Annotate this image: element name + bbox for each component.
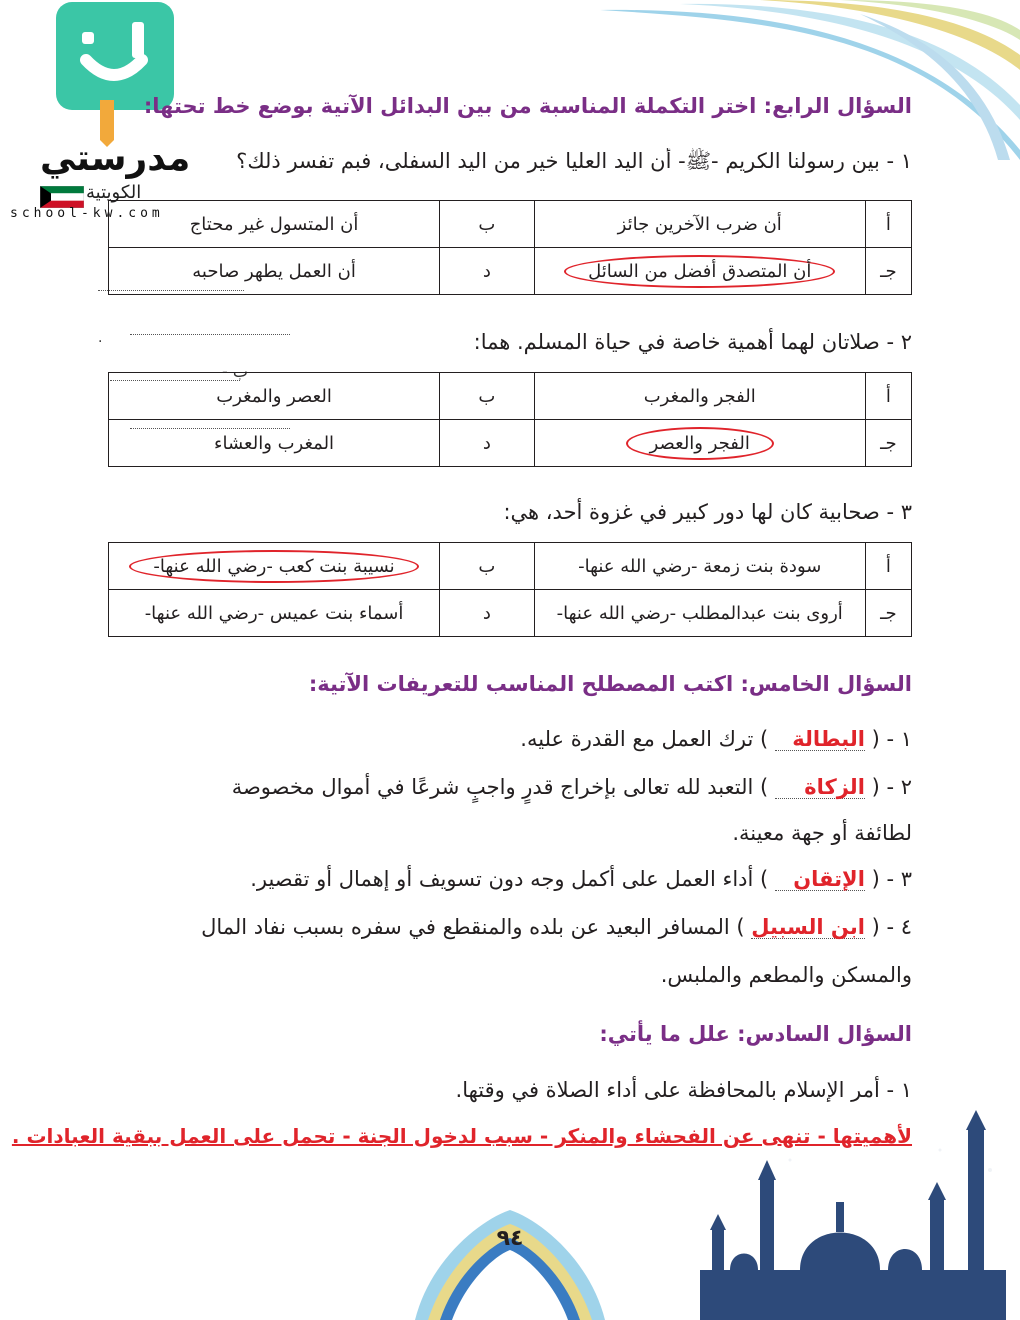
option-c-selected[interactable] bbox=[534, 420, 865, 467]
definition-text: ) ترك العمل مع القدرة عليه. bbox=[520, 727, 769, 751]
q5-item4-continuation: والمسكن والمطعم والملبس. bbox=[660, 963, 912, 987]
option-d[interactable]: أن العمل يطهر صاحبه bbox=[109, 248, 440, 295]
item-number: ٣ - ( bbox=[871, 867, 912, 891]
option-letter: ب bbox=[440, 373, 535, 420]
q6-title: السؤال السادس: علل ما يأتي: bbox=[599, 1022, 912, 1046]
option-b[interactable]: أن المتسول غير محتاج bbox=[109, 201, 440, 248]
logo-bookmark-tab bbox=[100, 100, 114, 140]
option-letter: ب bbox=[440, 543, 535, 590]
definition-text: ) أداء العمل على أكمل وجه دون تسويف أو إهمال أو تقصير. bbox=[250, 867, 769, 891]
q6-item1: ١ - أمر الإسلام بالمحافظة على أداء الصلاة في وقتها. bbox=[455, 1078, 912, 1102]
answer-blank[interactable] bbox=[775, 868, 865, 891]
page-number: ٩٤ bbox=[496, 1226, 524, 1251]
item-number: ٢ - ( bbox=[871, 775, 912, 799]
dotted-line bbox=[130, 428, 290, 429]
option-a[interactable]: أن ضرب الآخرين جائز bbox=[534, 201, 865, 248]
corner-swoosh-decoration bbox=[560, 0, 1020, 170]
answer-text: الإتقان bbox=[793, 867, 865, 891]
option-letter: أ bbox=[865, 201, 911, 248]
q6-answer: لأهميتها - تنهى عن الفحشاء والمنكر - سبب لدخول الجنة - تحمل على العمل ببقية العبادات . bbox=[11, 1124, 912, 1148]
q5-title: السؤال الخامس: اكتب المصطلح المناسب للتعريفات الآتية: bbox=[308, 672, 912, 696]
option-letter: جـ bbox=[865, 248, 911, 295]
logo-subtitle: الكويتية bbox=[86, 182, 142, 203]
logo-url: school-kw.com bbox=[10, 206, 164, 221]
q4-item1-stem: ١ - بين رسولنا الكريم -ﷺ- أن اليد العليا خير من اليد السفلى، فبم تفسر ذلك؟ bbox=[236, 149, 912, 173]
stray-mark: ب - bbox=[222, 362, 248, 381]
q5-item3 bbox=[108, 856, 912, 903]
definition-text: ) التعبد لله تعالى بإخراج قدرٍ واجبٍ شرعًا في أموال مخصوصة bbox=[231, 775, 769, 799]
item-number: ٤ - ( bbox=[871, 915, 912, 939]
option-letter: جـ bbox=[865, 420, 911, 467]
option-c-selected[interactable] bbox=[534, 248, 865, 295]
q4-title: السؤال الرابع: اختر التكملة المناسبة من بين البدائل الآتية بوضع خط تحتها: bbox=[143, 94, 912, 118]
mosque-skyline-decoration bbox=[0, 1110, 1020, 1320]
answer-blank[interactable] bbox=[751, 916, 865, 939]
option-letter: أ bbox=[865, 373, 911, 420]
answer-blank[interactable] bbox=[775, 776, 865, 799]
logo-name: مدرستي bbox=[40, 138, 191, 179]
q4-item1-options bbox=[108, 200, 912, 295]
option-d[interactable]: أسماء بنت عميس -رضي الله عنها- bbox=[109, 590, 440, 637]
q4-item2-stem: ٢ - صلاتان لهما أهمية خاصة في حياة المسلم. هما: bbox=[473, 330, 912, 354]
option-letter: د bbox=[440, 590, 535, 637]
q5-item4 bbox=[108, 904, 912, 951]
answer-text: الزكاة bbox=[804, 775, 865, 799]
option-b-selected[interactable] bbox=[109, 543, 440, 590]
definition-text: ) المسافر البعيد عن بلده والمنقطع في سفره بسبب نفاد المال bbox=[201, 915, 745, 939]
stray-dot: . bbox=[98, 330, 103, 346]
option-a[interactable]: سودة بنت زمعة -رضي الله عنها- bbox=[534, 543, 865, 590]
selected-answer-circle: نسيبة بنت كعب -رضي الله عنها- bbox=[129, 550, 418, 583]
selected-answer-circle: أن المتصدق أفضل من السائل bbox=[564, 255, 835, 288]
item-number: ١ - ( bbox=[871, 727, 912, 751]
answer-blank[interactable] bbox=[775, 728, 865, 751]
kuwait-flag-icon bbox=[40, 186, 84, 208]
selected-answer-circle: الفجر والعصر bbox=[626, 427, 774, 460]
q5-item2 bbox=[108, 764, 912, 811]
answer-text: البطالة bbox=[792, 727, 865, 751]
option-c[interactable]: أروى بنت عبدالمطلب -رضي الله عنها- bbox=[534, 590, 865, 637]
dotted-line bbox=[98, 290, 244, 291]
option-letter: د bbox=[440, 248, 535, 295]
q5-item2-continuation: لطائفة أو جهة معينة. bbox=[732, 821, 912, 845]
answer-text: ابن السبيل bbox=[751, 915, 865, 939]
option-letter: جـ bbox=[865, 590, 911, 637]
option-letter: د bbox=[440, 420, 535, 467]
option-letter: أ bbox=[865, 543, 911, 590]
dotted-line bbox=[130, 334, 290, 335]
q5-item1 bbox=[108, 716, 912, 763]
option-letter: ب bbox=[440, 201, 535, 248]
q4-item2-options bbox=[108, 372, 912, 467]
option-d[interactable]: المغرب والعشاء bbox=[109, 420, 440, 467]
option-b[interactable]: العصر والمغرب bbox=[109, 373, 440, 420]
q4-item3-stem: ٣ - صحابية كان لها دور كبير في غزوة أحد، هي: bbox=[503, 500, 912, 524]
option-a[interactable]: الفجر والمغرب bbox=[534, 373, 865, 420]
q4-item3-options bbox=[108, 542, 912, 637]
